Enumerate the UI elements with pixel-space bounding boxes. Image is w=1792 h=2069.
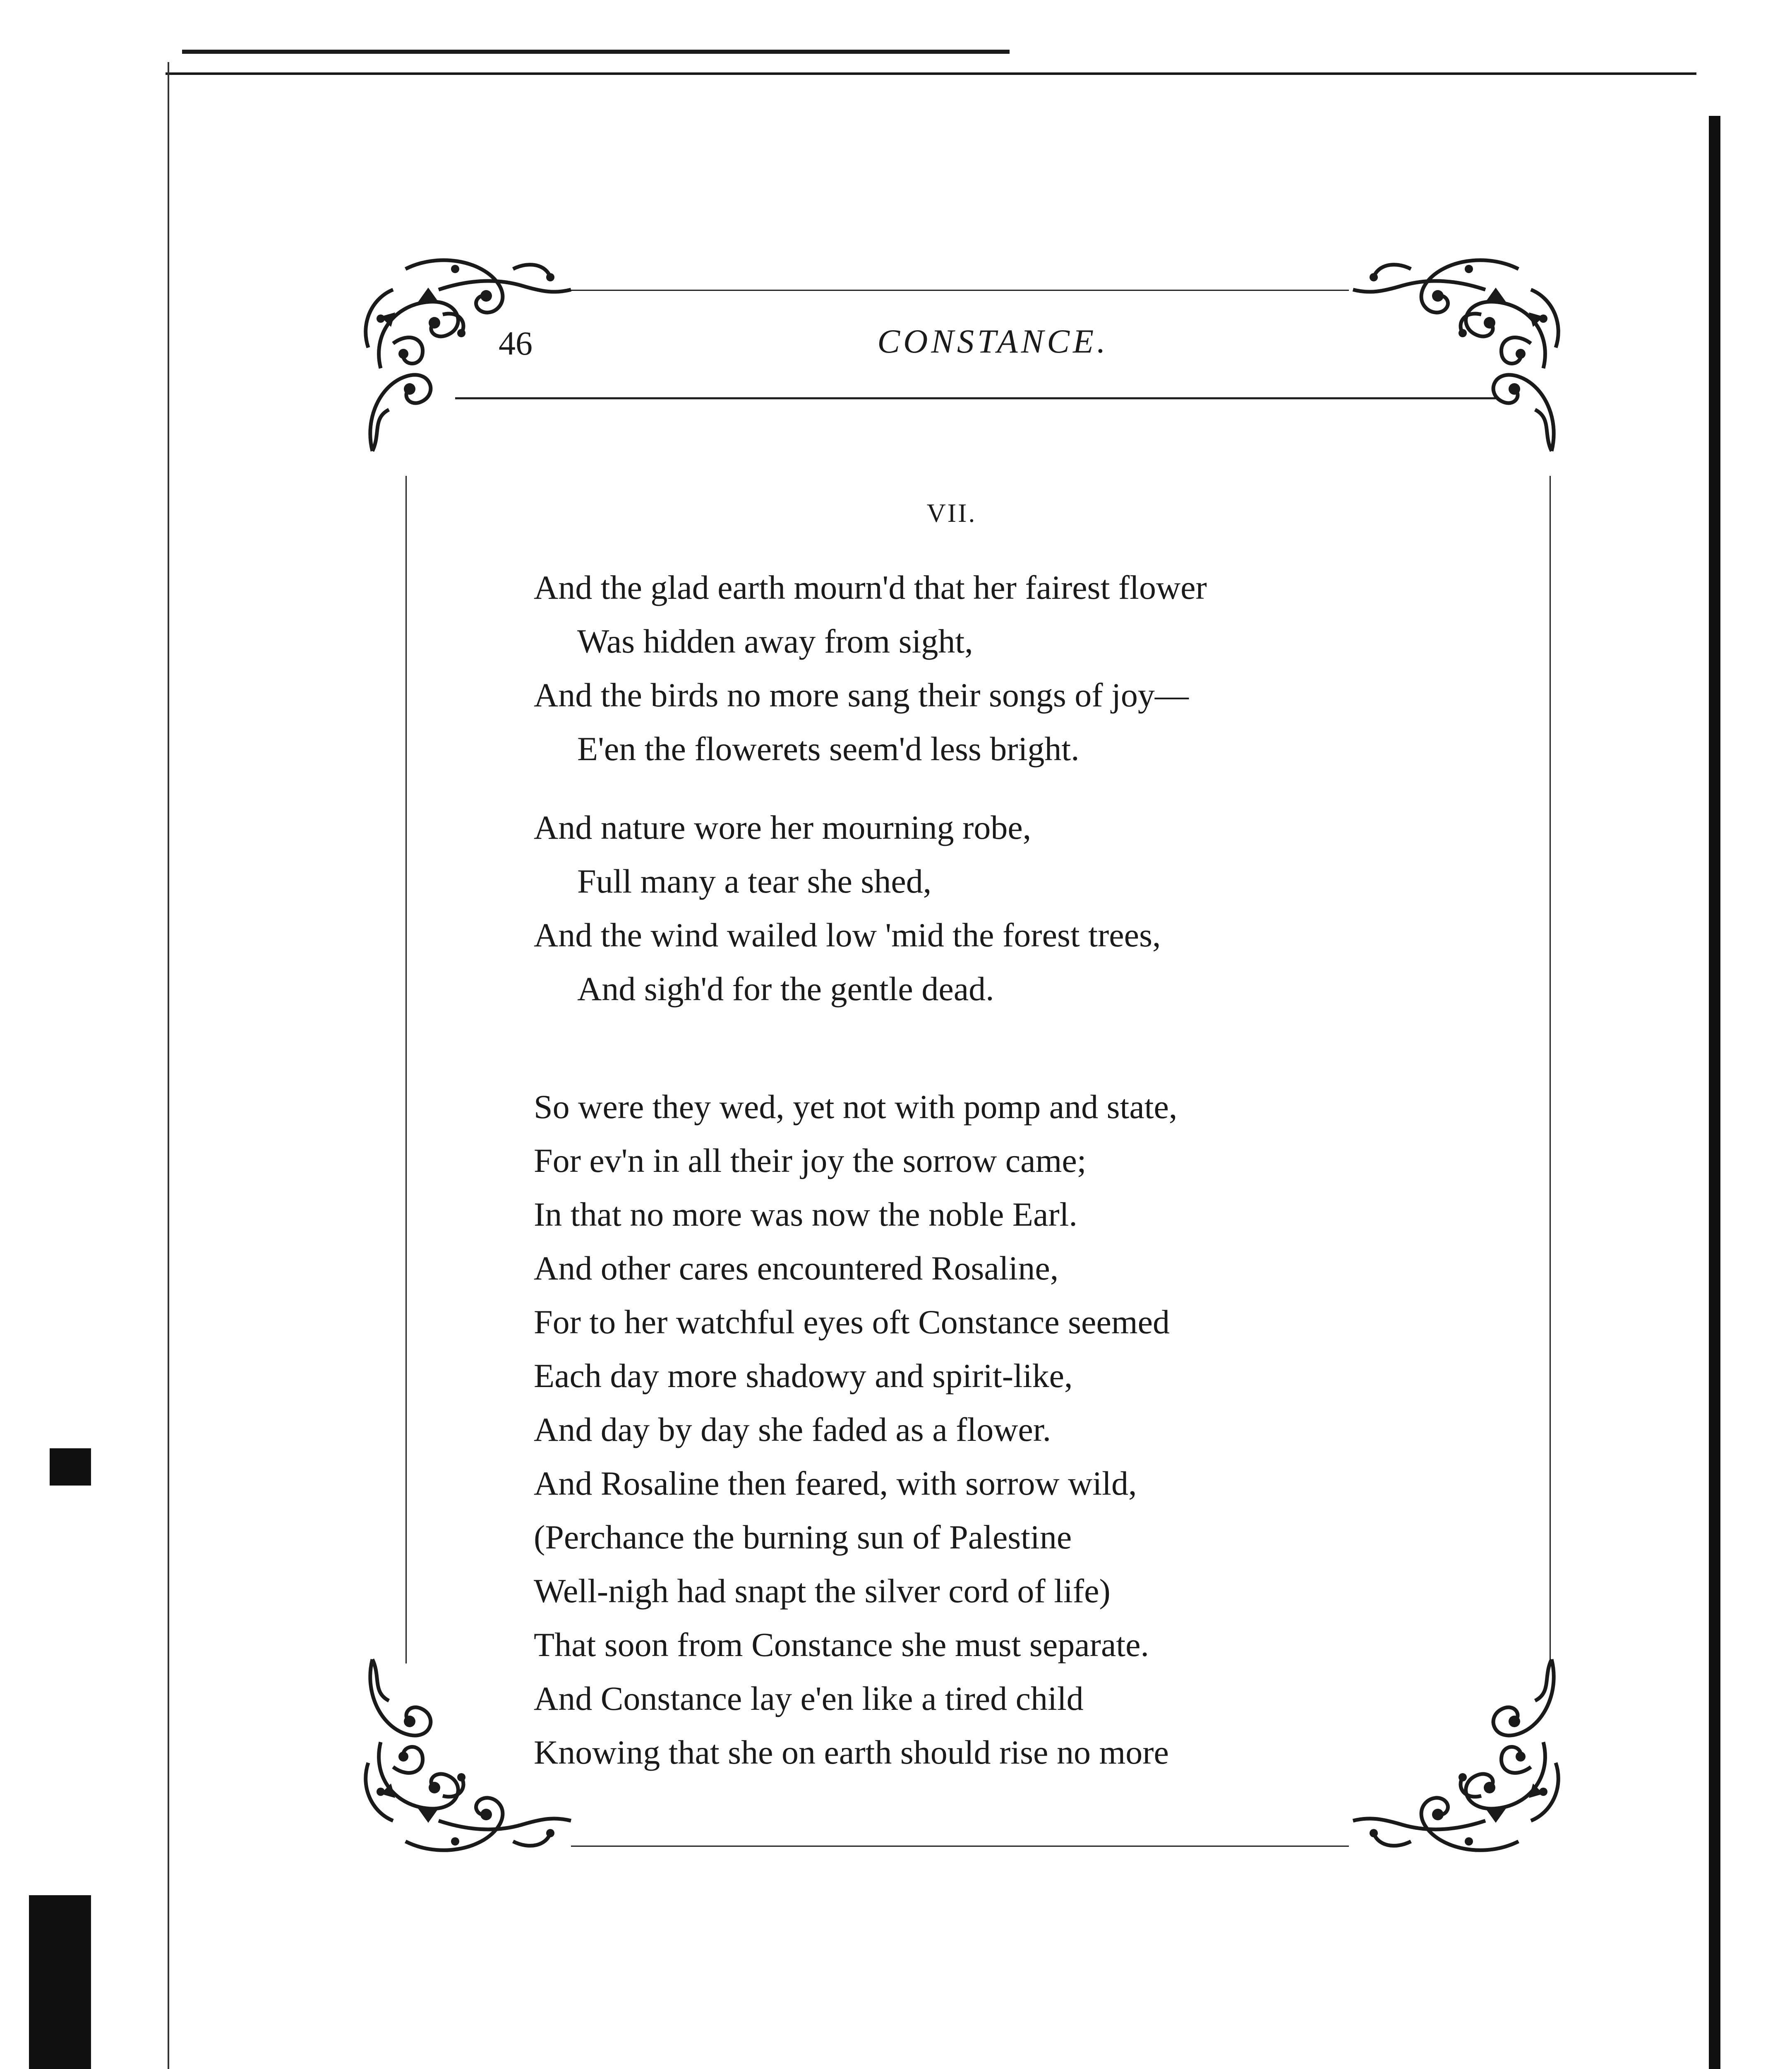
page-edge-right [1709, 116, 1720, 2069]
stanza [534, 561, 1207, 776]
stanza [534, 801, 1161, 1016]
frame-rule-right [1550, 476, 1551, 1663]
page-edge-top [166, 72, 1696, 75]
verse-line: And other cares encountered Rosaline, [534, 1249, 1059, 1287]
section-numeral: VII. [926, 498, 977, 528]
frame-rule-bottom [571, 1846, 1349, 1847]
ornament-corner-top-left [356, 244, 588, 459]
verse-line: For to her watchful eyes oft Constance seemed [534, 1303, 1170, 1341]
page-number: 46 [499, 324, 533, 362]
ornament-corner-bottom-right [1336, 1651, 1568, 1866]
ornament-corner-top-right [1336, 244, 1568, 459]
stanza [534, 1080, 1177, 1779]
verse-line: Was hidden away from sight, [577, 622, 973, 660]
binding-mark [29, 1895, 91, 2069]
frame-rule-left [405, 476, 407, 1663]
page-edge-left [168, 62, 169, 2069]
verse-line: So were they wed, yet not with pomp and state, [534, 1088, 1178, 1126]
running-title: CONSTANCE. [877, 322, 1109, 360]
verse-line: And Rosaline then feared, with sorrow wild, [534, 1464, 1137, 1502]
verse-line: Knowing that she on earth should rise no more [534, 1733, 1169, 1771]
verse-line: That soon from Constance she must separate. [534, 1626, 1149, 1663]
verse-line: And the wind wailed low 'mid the forest trees, [534, 916, 1161, 954]
verse-line: And sigh'd for the gentle dead. [577, 970, 994, 1008]
verse-line: In that no more was now the noble Earl. [534, 1195, 1077, 1233]
page-edge-top-shadow [182, 50, 1010, 54]
verse-line: And the glad earth mourn'd that her fairest flower [534, 569, 1207, 606]
verse-line: Well-nigh had snapt the silver cord of life) [534, 1572, 1111, 1610]
verse-line: (Perchance the burning sun of Palestine [534, 1518, 1072, 1556]
verse-line: And Constance lay e'en like a tired child [534, 1680, 1084, 1717]
verse-line: For ev'n in all their joy the sorrow came; [534, 1142, 1087, 1179]
frame-rule-top [571, 290, 1349, 291]
verse-line: Full many a tear she shed, [577, 862, 932, 900]
verse-line: Each day more shadowy and spirit-like, [534, 1357, 1073, 1395]
verse-line: And nature wore her mourning robe, [534, 809, 1032, 846]
verse-line: And day by day she faded as a flower. [534, 1411, 1051, 1448]
verse-line: And the birds no more sang their songs of joy— [534, 676, 1189, 714]
binding-mark [50, 1448, 91, 1486]
verse-line: E'en the flowerets seem'd less bright. [577, 730, 1080, 768]
